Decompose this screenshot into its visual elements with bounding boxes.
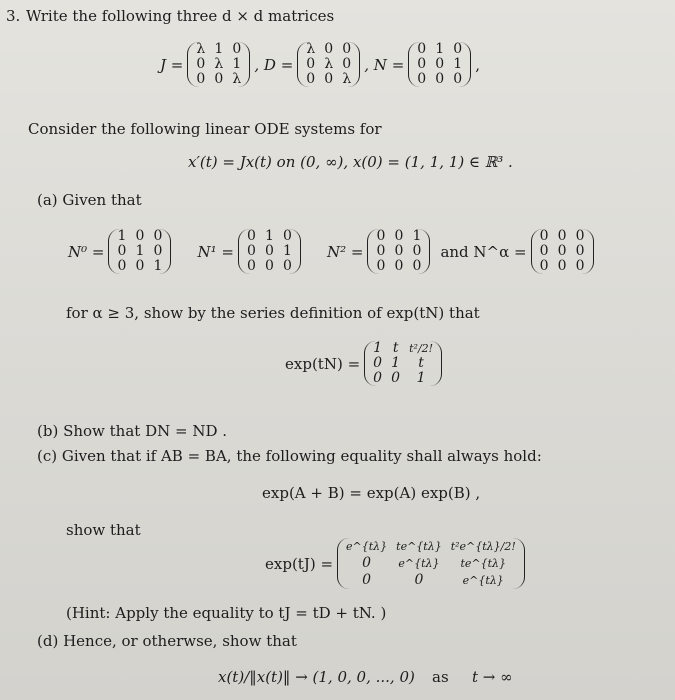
part-c: (c) Given that if AB = BA, the following equality shall always hold: [37, 447, 542, 465]
D-cell: 0 [342, 56, 352, 72]
exptJ-cell: 0 [362, 555, 372, 571]
D-cell: 0 [324, 41, 334, 57]
N-cell: 1 [453, 56, 463, 72]
N1-cell: 0 [247, 228, 256, 244]
exptN-cell: t²/2! [409, 342, 434, 355]
N2-label: N² = [326, 242, 364, 261]
N1-label: N¹ = [197, 242, 234, 261]
exptN-cell: 0 [373, 370, 383, 386]
Na-cell: 0 [575, 258, 585, 274]
exptN-cell: 1 [373, 340, 383, 356]
exptJ-equation [265, 538, 529, 589]
N0-cell: 0 [153, 243, 163, 259]
exptJ-label: exp(tJ) = [265, 554, 334, 573]
N2-cell: 0 [376, 243, 386, 259]
N1-cell: 0 [265, 243, 274, 259]
D-cell: 0 [306, 71, 316, 87]
ode-equation: x′(t) = Jx(t) on (0, ∞), x(0) = (1, 1, 1) ∈ ℝ³ . [188, 153, 513, 171]
exptN-cell: 1 [416, 370, 426, 386]
N-cell: 0 [435, 56, 445, 72]
exptN-cell: 1 [391, 355, 401, 371]
question-number: 3. [6, 7, 21, 25]
exptN-cell: t [418, 355, 424, 371]
N-powers-row [68, 229, 598, 274]
part-b: (b) Show that DN = ND . [37, 422, 228, 440]
part-d-limit: x(t)/‖x(t)‖ → (1, 0, 0, ..., 0) [218, 668, 415, 686]
N-cell: 0 [417, 41, 427, 57]
part-d: (d) Hence, or otherwse, show that [37, 632, 297, 650]
N-cell: 0 [435, 71, 445, 87]
exptJ-cell: 0 [414, 572, 424, 588]
N2-cell: 0 [376, 258, 386, 274]
N-cell: 0 [417, 56, 427, 72]
N0-cell: 0 [117, 258, 127, 274]
N2-cell: 0 [394, 243, 404, 259]
Na-cell: 0 [575, 243, 585, 259]
N2-cell: 0 [412, 243, 422, 259]
exptJ-cell: e^{tλ} [346, 540, 388, 553]
J-cell: λ [196, 41, 206, 57]
N2-cell: 0 [376, 228, 386, 244]
N1-cell: 0 [247, 258, 256, 274]
N0-cell: 1 [135, 243, 145, 259]
N-cell: 0 [453, 71, 463, 87]
J-cell: λ [232, 71, 242, 87]
hint-text: (Hint: Apply the equality to tJ = tD + tN. ) [66, 604, 387, 622]
question-intro: Write the following three d × d matrices [26, 7, 335, 25]
exptJ-cell: 0 [362, 572, 372, 588]
N2-cell: 0 [394, 258, 404, 274]
Na-cell: 0 [557, 258, 567, 274]
exptJ-cell: t²e^{tλ}/2! [450, 540, 516, 553]
show-that-text: show that [66, 521, 141, 539]
N2-matrix [367, 229, 430, 274]
D-cell: 0 [324, 71, 334, 87]
N0-label: N⁰ = [68, 242, 105, 261]
N0-cell: 0 [135, 228, 145, 244]
N1-matrix [238, 229, 301, 274]
N-label: , N = [364, 55, 405, 74]
N2-cell: 0 [394, 228, 404, 244]
N1-cell: 0 [283, 258, 292, 274]
J-cell: 0 [232, 41, 242, 57]
D-cell: λ [324, 56, 334, 72]
J-cell: 0 [214, 71, 224, 87]
J-cell: 1 [214, 41, 224, 57]
N1-cell: 1 [265, 228, 274, 244]
J-cell: 0 [196, 71, 206, 87]
D-cell: λ [342, 71, 352, 87]
N-cell: 1 [435, 41, 445, 57]
N0-cell: 0 [135, 258, 145, 274]
exptJ-cell: te^{tλ} [460, 557, 507, 570]
Na-cell: 0 [557, 243, 567, 259]
N-cell: 0 [417, 71, 427, 87]
exptJ-matrix [337, 538, 525, 589]
N-cell: 0 [453, 41, 463, 57]
N2-cell: 0 [412, 258, 422, 274]
Na-cell: 0 [575, 228, 585, 244]
N0-cell: 1 [117, 228, 127, 244]
exptN-cell: t [392, 340, 399, 356]
exptJ-cell: te^{tλ} [396, 540, 442, 553]
N0-cell: 0 [153, 228, 163, 244]
t-to-infinity: t → ∞ [472, 668, 513, 686]
J-cell: 1 [232, 56, 242, 72]
D-matrix [297, 42, 360, 87]
Na-cell: 0 [557, 228, 567, 244]
J-cell: λ [214, 56, 224, 72]
and-Na-label: and N^α = [440, 242, 527, 261]
exptN-matrix [364, 341, 442, 386]
Na-matrix [531, 229, 594, 274]
N1-cell: 0 [247, 243, 256, 259]
jdn-matrices [160, 42, 480, 87]
J-label: J = [160, 55, 184, 74]
D-label: , D = [254, 55, 294, 74]
exptJ-cell: e^{tλ} [462, 574, 504, 587]
D-cell: 0 [306, 56, 316, 72]
Na-cell: 0 [539, 243, 549, 259]
exptN-label: exp(tN) = [285, 354, 361, 373]
D-cell: 0 [342, 41, 352, 57]
part-a-label: (a) Given that [37, 191, 142, 209]
N1-cell: 0 [283, 228, 292, 244]
N1-cell: 0 [265, 258, 274, 274]
N-matrix [408, 42, 471, 87]
N1-cell: 1 [283, 243, 292, 259]
N2-cell: 1 [412, 228, 422, 244]
for-alpha-text: for α ≥ 3, show by the series definition of exp(tN) that [66, 304, 480, 322]
N0-matrix [108, 229, 171, 274]
exptJ-cell: e^{tλ} [398, 557, 440, 570]
J-matrix [187, 42, 250, 87]
part-c-equality: exp(A + B) = exp(A) exp(B) , [262, 484, 481, 502]
J-cell: 0 [196, 56, 206, 72]
N0-cell: 1 [153, 258, 163, 274]
N0-cell: 0 [117, 243, 127, 259]
D-cell: λ [306, 41, 316, 57]
as-word: as [432, 668, 449, 686]
exptN-equation [285, 341, 446, 386]
Na-cell: 0 [539, 258, 549, 274]
Na-cell: 0 [539, 228, 549, 244]
trailing-comma: , [475, 55, 481, 74]
consider-text: Consider the following linear ODE systems for [28, 120, 382, 138]
exptN-cell: 0 [391, 370, 401, 386]
exptN-cell: 0 [373, 355, 383, 371]
